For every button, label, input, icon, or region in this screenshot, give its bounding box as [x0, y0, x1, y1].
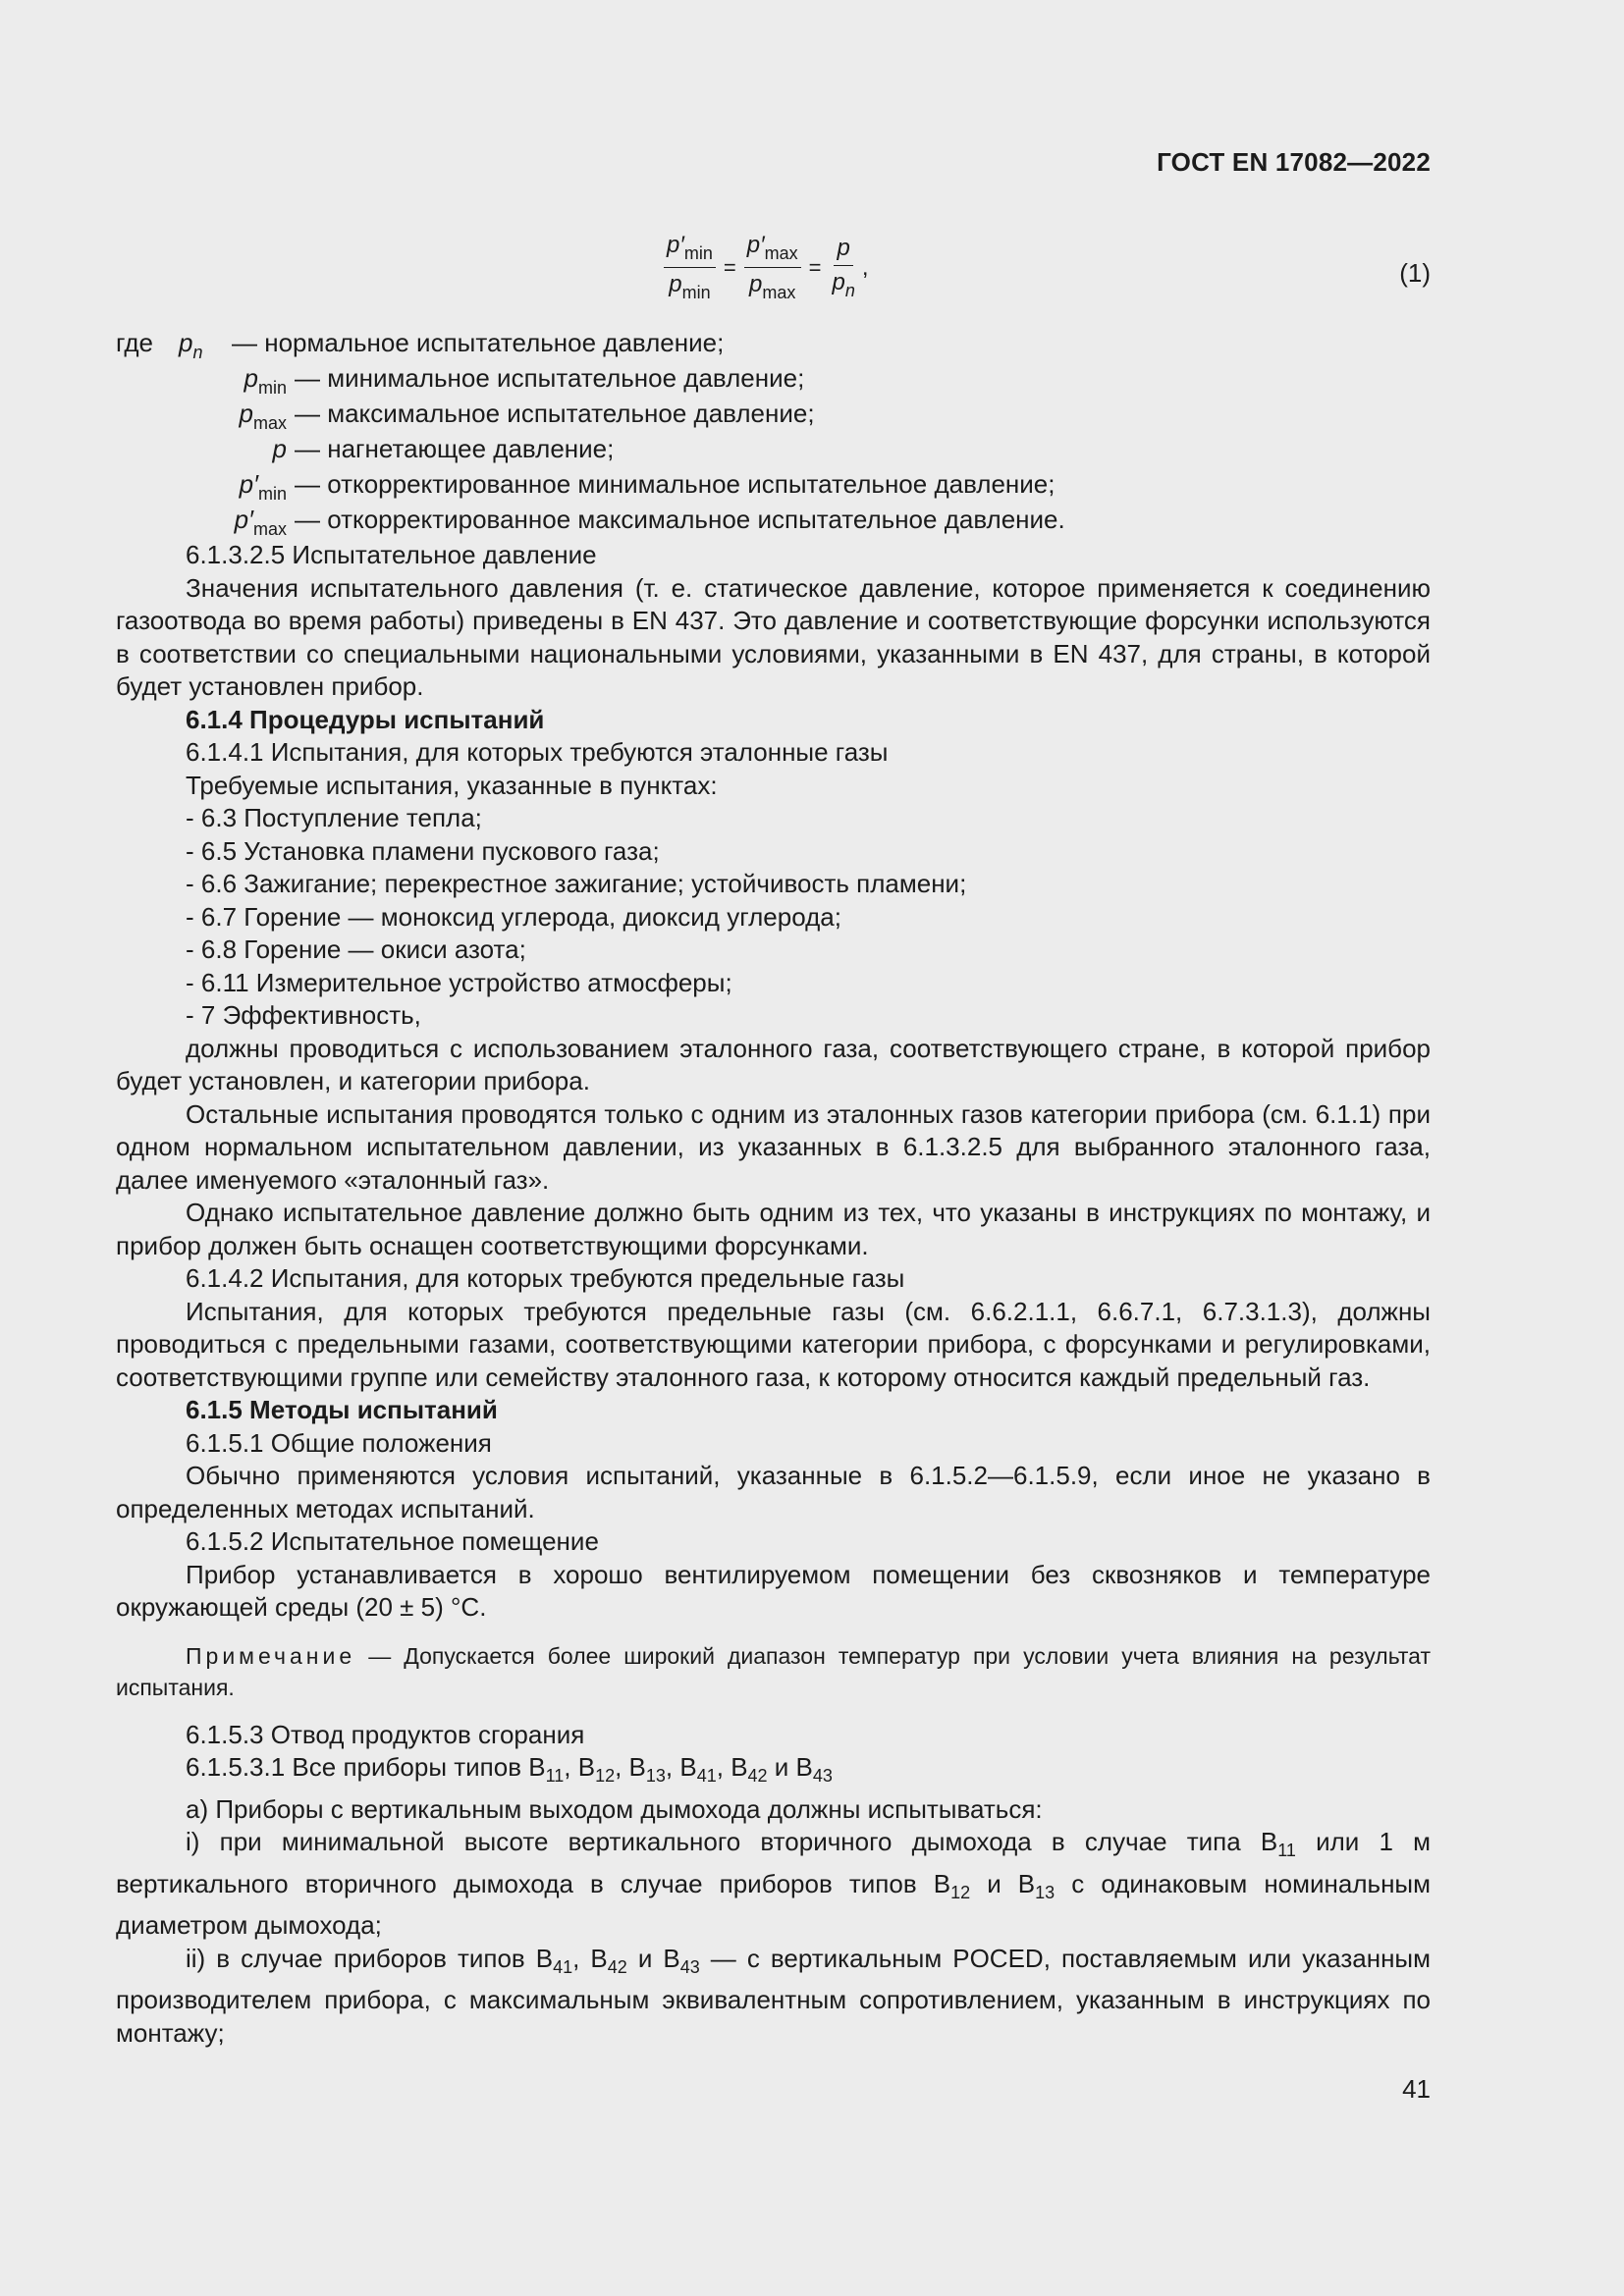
paragraph: а) Приборы с вертикальным выходом дымохода должны испытываться:: [186, 1793, 1043, 1824]
document-header: ГОСТ EN 17082—2022: [1157, 147, 1431, 177]
equation-number: (1): [1399, 258, 1431, 288]
clause-heading: 6.1.5.3.1 Все приборы типов $B_{11}$, $B_{12}$, $B_{13}$, $B_{41}$, $B_{42}$ и $B_{43}$: [186, 1752, 833, 1786]
clause-heading: 6.1.5.1 Общие положения: [186, 1427, 492, 1458]
paragraph: Прибор устанавливается в хорошо вентилируемом помещении без сквозняков и температуре окружающей среды (20 ± 5) °C.: [116, 1559, 1431, 1622]
list-item: - 6.7 Горение — моноксид углерода, диоксид углерода;: [186, 901, 841, 932]
paragraph: Испытания, для которых требуются предельные газы (см. 6.6.2.1.1, 6.6.7.1, 6.7.3.1.3), должны проводиться с предельными газами, соответствующими категории прибора, с форсунками и регулировками, соответствующими группе или семейству эталонного газа, к которому относится каждый предельный газ.: [116, 1296, 1431, 1392]
formula-var: p′: [667, 232, 684, 258]
paragraph: Требуемые испытания, указанные в пунктах:: [186, 770, 718, 800]
list-item: - 6.3 Поступление тепла;: [186, 803, 482, 832]
definition-item: [116, 504, 1431, 539]
formula-1: [660, 234, 869, 301]
formula-sub: n: [844, 280, 855, 300]
formula-sub: min: [681, 283, 711, 302]
definition-symbol: p: [272, 434, 287, 463]
paragraph: должны проводиться с использованием эталонного газа, соответствующего стране, в которой прибор будет установлен, и категории прибора.: [116, 1033, 1431, 1095]
fraction-1: [664, 234, 716, 301]
definition-item: [116, 398, 1431, 433]
definition-symbol: $p_{max}$: [239, 399, 287, 433]
equals-sign: =: [723, 254, 736, 280]
list-item: - 6.8 Горение — окиси азота;: [186, 934, 526, 964]
definition-lead: где: [116, 328, 153, 357]
definition-text: — нагнетающее давление;: [295, 434, 615, 463]
formula-sub: min: [683, 243, 713, 263]
clause-heading: 6.1.3.2.5 Испытательное давление: [186, 540, 597, 569]
definition-symbol: $p_n$: [179, 328, 203, 362]
definition-item: [116, 433, 1431, 468]
clause-heading: 6.1.5.3 Отвод продуктов сгорания: [186, 1719, 585, 1749]
formula-var: p: [837, 234, 850, 261]
page-number: 41: [1402, 2074, 1431, 2104]
definition-text: — максимальное испытательное давление;: [295, 399, 815, 428]
paragraph: i) при минимальной высоте вертикального вторичного дымохода в случае типа $B_{11}$ или 1 м вертикального вторичного дымохода в случае приборов типов $B_{12}$ и $B_{13}$ с одинаковым номинальным диаметром дымохода;: [116, 1827, 1431, 1940]
definition-symbol: $p'_{min}$: [239, 469, 287, 504]
formula-comma: ,: [861, 253, 869, 281]
paragraph: Однако испытательное давление должно быть одним из тех, что указаны в инструкциях по монтажу, и прибор должен быть оснащен соответствующими форсунками.: [116, 1198, 1431, 1260]
definition-item: [116, 468, 1431, 504]
list-item: - 6.5 Установка пламени пускового газа;: [186, 835, 660, 866]
list-item: - 6.11 Измерительное устройство атмосферы;: [186, 967, 732, 997]
equals-sign: =: [808, 254, 822, 280]
definition-item: [116, 362, 1431, 398]
paragraph: Обычно применяются условия испытаний, указанные в 6.1.5.2—6.1.5.9, если иное не указано в определенных методах испытаний.: [116, 1461, 1431, 1523]
definition-text: — откорректированное минимальное испытательное давление;: [295, 469, 1056, 499]
clause-heading: 6.1.5.2 Испытательное помещение: [186, 1526, 599, 1556]
formula-var: p′: [746, 232, 765, 258]
paragraph: Остальные испытания проводятся только с одним из эталонных газов категории прибора (см. 6.1.1) при одном нормальном испытательном давлении, из указанных в 6.1.3.2.5 для выбранного эталонного газа, далее именуемого «эталонный газ».: [116, 1098, 1431, 1195]
list-item: - 6.6 Зажигание; перекрестное зажигание; устойчивость пламени;: [186, 869, 967, 898]
definition-symbol: $p'_{max}$: [234, 505, 287, 539]
formula-var: p: [669, 271, 682, 297]
note-text: — Допускается более широкий диапазон температур при условии учета влияния на результат испытания.: [116, 1642, 1431, 1700]
clause-heading: 6.1.4.2 Испытания, для которых требуются предельные газы: [186, 1263, 905, 1293]
section-heading: 6.1.4 Процедуры испытаний: [186, 704, 545, 734]
formula-var: p: [748, 271, 763, 297]
paragraph: Значения испытательного давления (т. е. статическое давление, которое применяется к соединению газоотвода во время работы) приведены в EN 437. Это давление и соответствующие форсунки используются в соответствии со специальными национальными условиями, указанными в EN 437, для страны, в которой будет установлен прибор.: [116, 572, 1431, 701]
list-item: - 7 Эффективность,: [186, 1000, 421, 1030]
definition-text: — минимальное испытательное давление;: [295, 363, 805, 393]
formula-sub: max: [762, 283, 796, 302]
definition-text: — откорректированное максимальное испытательное давление.: [295, 505, 1065, 534]
formula-var: p: [832, 268, 845, 295]
fraction-3: [829, 234, 857, 300]
document-body: [116, 327, 1431, 2050]
section-heading: 6.1.5 Методы испытаний: [186, 1395, 498, 1424]
note-label: Примечание: [186, 1642, 356, 1669]
definition-item: [116, 327, 1431, 362]
note: [116, 1640, 1431, 1703]
definition-symbol: $p_{min}$: [244, 363, 287, 398]
definition-list: [116, 327, 1431, 539]
clause-heading: 6.1.4.1 Испытания, для которых требуются эталонные газы: [186, 737, 889, 767]
fraction-2: [744, 234, 801, 301]
formula-sub: max: [764, 243, 798, 263]
definition-text: — нормальное испытательное давление;: [232, 328, 725, 357]
paragraph: ii) в случае приборов типов $B_{41}$, $B_{42}$ и $B_{43}$ — с вертикальным POCED, поставляемым или указанным производителем прибора, с максимальным эквивалентным сопротивлением, указанным в инструкциях по монтажу;: [116, 1943, 1431, 2048]
